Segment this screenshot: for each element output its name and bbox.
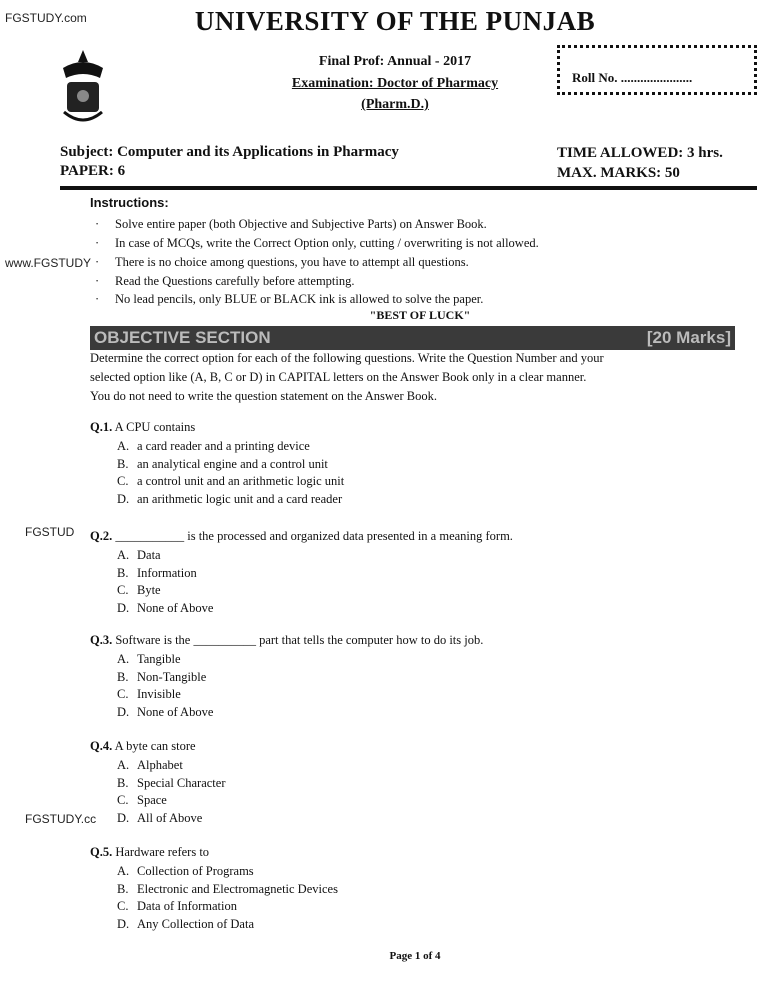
option (117, 457, 328, 472)
option (117, 583, 161, 598)
option-text: None of Above (137, 705, 214, 720)
option (117, 670, 206, 685)
question-text: ___________ is the processed and organized data presented in a meaning form. (115, 529, 513, 543)
option-letter: A. (117, 652, 130, 666)
option-text: Byte (137, 583, 161, 598)
option-letter: B. (117, 775, 129, 790)
exam-name: Examination: Doctor of Pharmacy (291, 76, 499, 91)
watermark: www.FGSTUDY (5, 256, 92, 270)
section-marks: [20 Marks] (646, 328, 731, 347)
question-number: Q.3. (90, 633, 113, 647)
option (117, 566, 197, 581)
directions-line: You do not need to write the question statement on the Answer Book. (90, 389, 437, 403)
option-text: Alphabet (137, 758, 183, 772)
option-letter: C. (117, 793, 129, 808)
option (117, 548, 161, 563)
option (117, 687, 181, 702)
question-number: Q.2. (90, 529, 113, 543)
option-text: Special Character (137, 775, 226, 790)
option (117, 793, 167, 808)
option (117, 917, 254, 932)
directions-line: selected option like (A, B, C or D) in CAPITAL letters on the Answer Book only in a clear manner. (90, 370, 587, 384)
option-text: None of Above (137, 601, 214, 616)
option-text: Collection of Programs (137, 864, 254, 878)
option (117, 758, 183, 773)
section-header-bar (90, 326, 735, 350)
option-letter: A. (117, 864, 130, 878)
option (117, 652, 181, 667)
question (90, 845, 209, 860)
option (117, 776, 226, 791)
option (117, 439, 310, 454)
option-text: Electronic and Electromagnetic Devices (137, 881, 338, 896)
question-text: Hardware refers to (115, 845, 210, 859)
watermark: FGSTUD (25, 525, 75, 539)
watermark: FGSTUDY.com (5, 11, 87, 25)
time-allowed: TIME ALLOWED: 3 hrs. (557, 145, 723, 161)
option-text: a card reader and a printing device (137, 439, 310, 453)
option-text: Tangible (137, 652, 181, 666)
exam-session: Final Prof: Annual - 2017 (318, 54, 472, 69)
question (90, 739, 196, 754)
option (117, 601, 213, 616)
instruction-item (95, 274, 355, 289)
best-of-luck: "BEST OF LUCK" (369, 308, 471, 322)
watermark: FGSTUDY.cc (25, 812, 97, 826)
question-number: Q.5. (90, 845, 113, 859)
option-text: an arithmetic logic unit and a card reader (137, 492, 343, 507)
university-title: UNIVERSITY OF THE PUNJAB (194, 6, 596, 36)
option (117, 492, 342, 507)
instruction-text: Read the Questions carefully before attempting. (115, 274, 355, 288)
divider (60, 186, 757, 190)
bullet: · (95, 236, 100, 250)
question-number: Q.4. (90, 739, 113, 753)
instruction-item (95, 255, 469, 270)
option-letter: B. (117, 565, 129, 580)
instruction-text: In case of MCQs, write the Correct Option only, cutting / overwriting is not allowed. (115, 236, 539, 250)
instruction-text: There is no choice among questions, you have to attempt all questions. (115, 255, 469, 269)
option-letter: C. (117, 687, 129, 702)
option (117, 882, 338, 897)
instruction-item (95, 292, 484, 307)
option (117, 864, 254, 879)
paper-number: PAPER: 6 (60, 163, 126, 179)
option-text: Information (137, 565, 197, 580)
option-letter: B. (117, 456, 129, 471)
question (90, 529, 513, 544)
bullet: · (95, 217, 100, 231)
option-text: Space (137, 793, 167, 808)
directions-line: Determine the correct option for each of the following questions. Write the Question Number and your (90, 351, 604, 365)
option-letter: C. (117, 583, 129, 598)
option-text: a control unit and an arithmetic logic unit (137, 474, 345, 489)
option-text: Non-Tangible (137, 669, 207, 684)
option-text: Any Collection of Data (137, 917, 254, 932)
option-text: Data (137, 548, 161, 562)
question-text: A byte can store (114, 739, 196, 753)
option (117, 899, 237, 914)
bullet: · (95, 274, 100, 288)
option (117, 705, 213, 720)
section-title: OBJECTIVE SECTION (94, 328, 271, 347)
bullet: · (95, 255, 100, 269)
page-number: Page 1 of 4 (389, 950, 441, 962)
option-text: an analytical engine and a control unit (137, 456, 328, 471)
question (90, 633, 483, 648)
option-letter: C. (117, 474, 129, 489)
option-letter: B. (117, 669, 129, 684)
bullet: · (95, 292, 100, 306)
question-text: A CPU contains (114, 420, 196, 434)
option (117, 811, 202, 826)
option-letter: D. (117, 601, 130, 616)
question-number: Q.1. (90, 420, 113, 434)
instruction-item (95, 217, 487, 232)
option-letter: B. (117, 881, 129, 896)
option-text: Data of Information (137, 899, 237, 914)
exam-degree: (Pharm.D.) (361, 97, 429, 112)
instruction-text: Solve entire paper (both Objective and Subjective Parts) on Answer Book. (115, 217, 487, 231)
subject: Subject: Computer and its Applications in Pharmacy (60, 144, 399, 160)
option-letter: C. (117, 899, 129, 914)
option-letter: D. (117, 492, 130, 507)
option (117, 474, 344, 489)
instruction-text: No lead pencils, only BLUE or BLACK ink is allowed to solve the paper. (115, 292, 484, 306)
question-text: Software is the __________ part that tells the computer how to do its job. (115, 633, 484, 647)
question (90, 420, 195, 435)
option-letter: A. (117, 548, 130, 562)
option-text: All of Above (137, 811, 203, 826)
option-letter: A. (117, 758, 130, 772)
instruction-item (95, 236, 539, 251)
max-marks: MAX. MARKS: 50 (557, 165, 680, 181)
option-letter: D. (117, 705, 130, 720)
option-text: Invisible (137, 687, 181, 702)
instructions-heading: Instructions: (90, 195, 169, 210)
option-letter: A. (117, 439, 130, 453)
option-letter: D. (117, 811, 130, 826)
option-letter: D. (117, 917, 130, 932)
roll-number-box: Roll No. ...................... (557, 45, 757, 95)
